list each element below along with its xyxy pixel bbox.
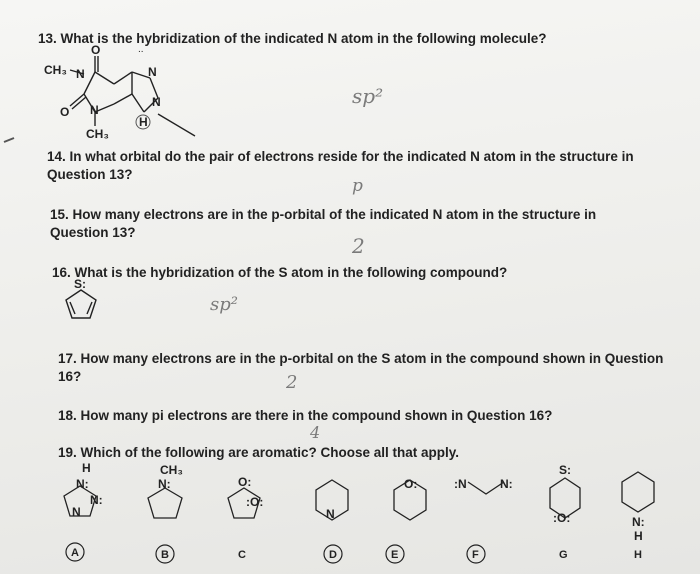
molecule-13 xyxy=(40,44,200,144)
mol13-o-left: O xyxy=(60,105,70,119)
choice-a-n2: N: xyxy=(90,493,103,507)
choice-g xyxy=(550,463,580,561)
choice-a-label: A xyxy=(71,547,79,559)
compound-16 xyxy=(56,276,106,326)
choice-d xyxy=(316,480,348,563)
mol13-n1: N xyxy=(76,67,85,81)
choice-c-o1: O: xyxy=(238,475,252,489)
question-17-line2: 16? xyxy=(58,369,82,384)
choice-e-o: O: xyxy=(404,477,418,491)
answer-17: 2 xyxy=(286,372,298,393)
choice-b xyxy=(148,463,183,563)
choice-h-n: N: xyxy=(632,515,645,529)
mol13-n3: N xyxy=(90,103,99,117)
mol13-ch3-bottom: CH₃ xyxy=(86,127,109,141)
choice-c xyxy=(228,475,263,561)
choice-f xyxy=(454,477,513,563)
choice-f-n2: N: xyxy=(500,477,513,491)
question-14-line1: 14. In what orbital do the pair of electrons reside for the indicated N atom in the structure in xyxy=(47,149,634,164)
answer-13: sp² xyxy=(352,84,384,108)
mol13-h: H xyxy=(139,115,148,129)
choice-c-o2: :O: xyxy=(246,495,264,509)
answer-15: 2 xyxy=(352,234,365,258)
choice-h-label: H xyxy=(634,549,642,561)
mol13-o-top: O xyxy=(91,44,101,57)
choice-b-n1: N: xyxy=(158,477,171,491)
question-18: 18. How many pi electrons are there in the compound shown in Question 16? xyxy=(58,408,553,423)
choice-g-o: :O: xyxy=(553,511,571,525)
choice-a-n3: N xyxy=(72,505,81,519)
choice-e xyxy=(386,477,426,563)
mol13-n-indicated: N xyxy=(152,95,161,109)
question-15-line2: Question 13? xyxy=(50,225,136,240)
choice-g-s: S: xyxy=(559,463,571,477)
choices-row xyxy=(50,458,690,570)
choice-d-label: D xyxy=(329,549,337,561)
answer-14: p xyxy=(352,176,363,196)
question-15-line1: 15. How many electrons are in the p-orbital of the indicated N atom in the structure in xyxy=(50,207,597,222)
choice-e-label: E xyxy=(391,549,399,561)
choice-c-label: C xyxy=(238,549,246,561)
question-16: 16. What is the hybridization of the S atom in the following compound? xyxy=(52,265,508,280)
answer-16: sp² xyxy=(210,294,238,315)
choice-h-h: H xyxy=(634,529,643,543)
question-17-line1: 17. How many electrons are in the p-orbital on the S atom in the compound shown in Question xyxy=(58,351,664,366)
mol13-ch3-left: CH₃ xyxy=(44,63,67,77)
question-13: 13. What is the hybridization of the indicated N atom in the following molecule? xyxy=(38,31,547,46)
choice-h xyxy=(622,472,654,561)
choice-a xyxy=(64,461,103,561)
pencil-tick-mark xyxy=(0,130,30,150)
choice-b-ch3: CH₃ xyxy=(160,463,183,477)
choice-b-label: B xyxy=(161,549,169,561)
choice-f-n1: :N xyxy=(454,477,467,491)
choice-a-h: H xyxy=(82,461,91,475)
question-19: 19. Which of the following are aromatic? Choose all that apply. xyxy=(58,445,460,460)
compound16-s: S: xyxy=(74,277,86,291)
mol13-lone-pair-n: .. xyxy=(138,44,144,55)
mol13-n-right: N xyxy=(148,65,157,79)
answer-18: 4 xyxy=(310,423,321,442)
question-14-line2: Question 13? xyxy=(47,167,133,182)
choice-a-n1: N: xyxy=(76,477,89,491)
choice-g-label: G xyxy=(559,549,568,561)
choice-f-label: F xyxy=(472,549,479,561)
choice-d-n: N xyxy=(326,507,335,521)
